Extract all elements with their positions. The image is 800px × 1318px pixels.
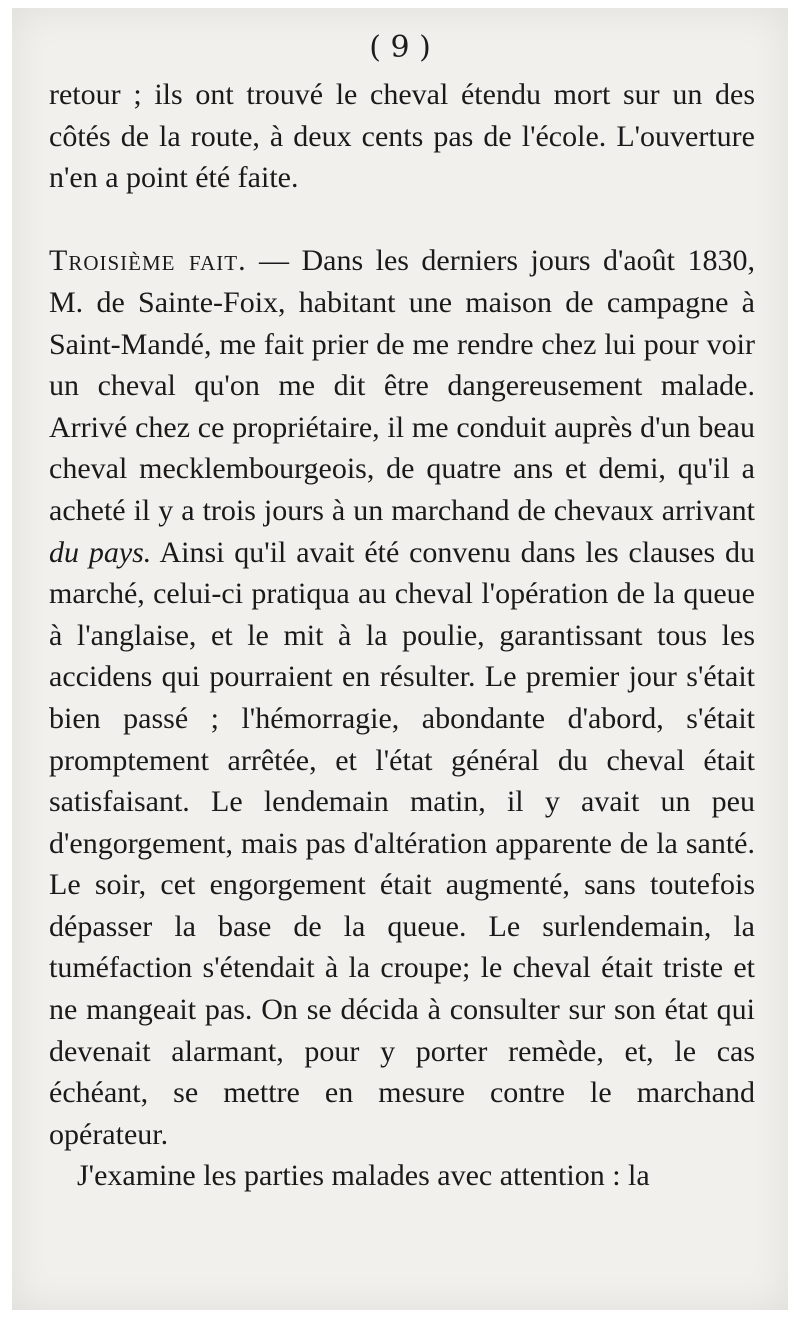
body-text	[49, 74, 755, 1197]
page-number: ( 9 )	[369, 30, 431, 65]
section-heading: Troisième fait.	[49, 244, 247, 278]
paragraph-text-part-2: Ainsi qu'il avait été convenu dans les clauses du marché, celui-ci pratiqua au cheval l'opération de la queue à l'anglaise, et le mit à la poulie, garantissant tous les accidens qui pourraient en résulter. Le premier jour s'était bien passé ; l'hémorragie, abondante d'abord, s'était promptement arrêtée, et l'état général du cheval était satisfaisant. Le lendemain matin, il y avait un peu d'engorgement, mais pas d'altération apparente de la santé. Le soir, cet engorgement était augmenté, sans toutefois dépasser la base de la queue. Le surlendemain, la tuméfaction s'étendait à la croupe; le cheval était triste et ne mangeait pas. On se décida à consulter sur son état qui devenait alarmant, pour y porter remède, et, le cas échéant, se mettre en mesure contre le marchand opérateur.	[49, 535, 755, 1151]
italic-phrase: du pays.	[49, 535, 152, 569]
book-page	[12, 8, 788, 1310]
paragraph-final: J'examine les parties malades avec attention : la	[77, 1159, 650, 1193]
paragraph-troisieme-fait	[49, 240, 755, 1155]
paragraph-text-part-1: — Dans les derniers jours d'août 1830, M. de Sainte-Foix, habitant une maison de campagne à Saint-Mandé, me fait prier de me rendre chez lui pour voir un cheval qu'on me dit être dangereusement malade. Arrivé chez ce propriétaire, il me conduit auprès d'un beau cheval mecklembourgeois, de quatre ans et demi, qu'il a acheté il y a trois jours à un marchand de chevaux arrivant	[49, 244, 755, 527]
paragraph-continuation: retour ; ils ont trouvé le cheval étendu mort sur un des côtés de la route, à deux cents pas de l'école. L'ouverture n'en a point été faite.	[49, 78, 755, 195]
